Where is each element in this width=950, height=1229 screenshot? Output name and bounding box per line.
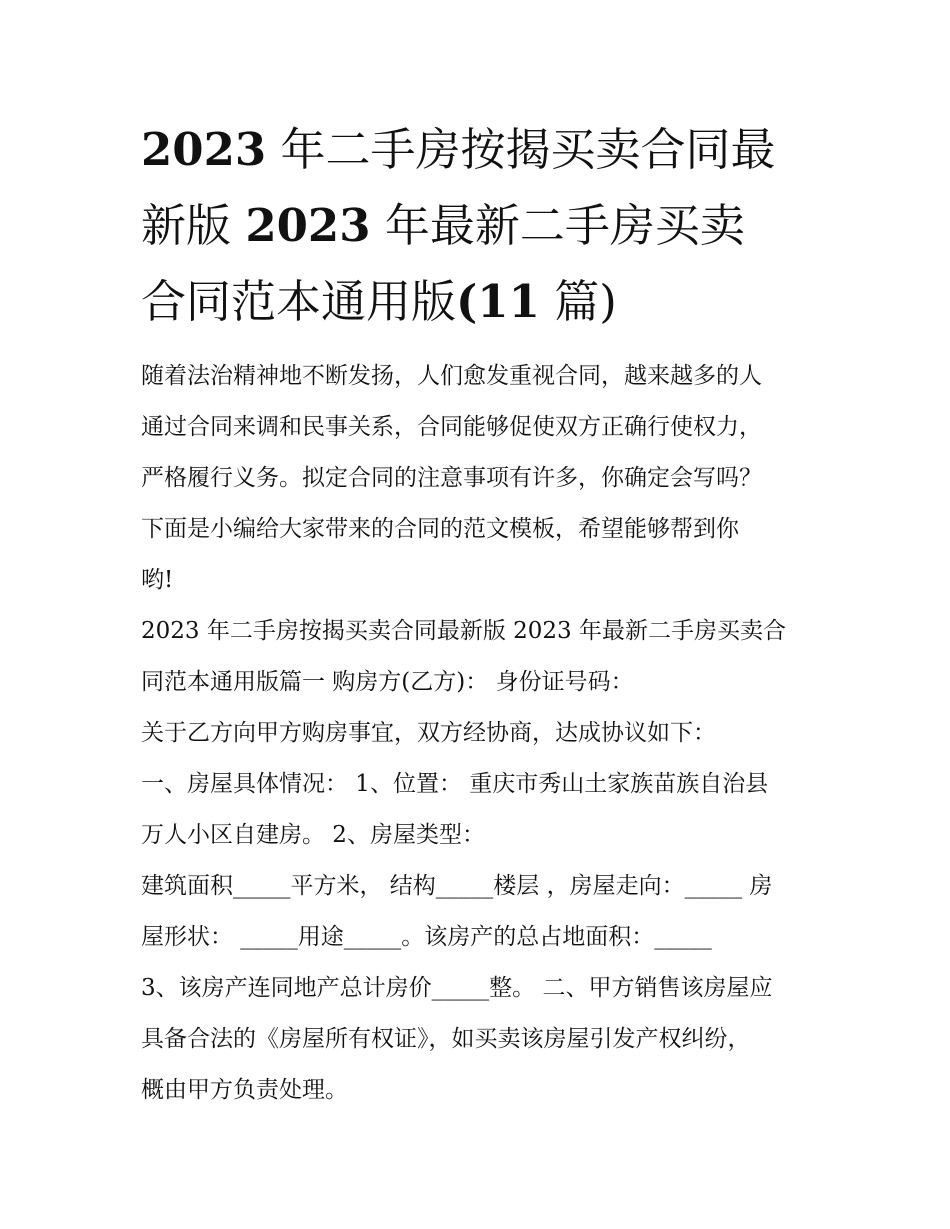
body-line: 同范本通用版篇一 购房方(乙方)： 身份证号码：	[141, 669, 634, 695]
body-line: 概由甲方负责处理。	[141, 1077, 348, 1103]
body-line: 2023 年二手房按揭买卖合同最新版 2023 年最新二手房买卖合	[141, 618, 786, 644]
body-line: 严格履行义务。拟定合同的注意事项有许多，你确定会写吗？	[141, 465, 762, 491]
body-line: 随着法治精神地不断发扬，人们愈发重视合同，越来越多的人	[141, 363, 762, 389]
body-line: 屋形状： _____用途_____。该房产的总占地面积：_____	[141, 924, 712, 950]
body-line: 建筑面积_____平方米， 结构_____楼层 ，房屋走向：_____ 房	[141, 873, 773, 899]
body-line: 关于乙方向甲方购房事宜，双方经协商，达成协议如下：	[141, 720, 716, 746]
body-line: 通过合同来调和民事关系，合同能够促使双方正确行使权力，	[141, 414, 762, 440]
body-line: 万人小区自建房。 2、房屋类型：	[141, 822, 485, 848]
title-year: 2023	[245, 199, 371, 252]
document-title	[141, 112, 816, 340]
body-line: 3、该房产连同地产总计房价_____整。 二、甲方销售该房屋应	[141, 975, 773, 1001]
document-body	[141, 351, 816, 1116]
title-text: 篇)	[539, 275, 617, 328]
title-count: (11	[456, 275, 540, 328]
title-text: 年二手房按揭买卖合同最	[266, 123, 776, 176]
title-line	[141, 264, 816, 340]
title-line	[141, 112, 816, 188]
body-line: 下面是小编给大家带来的合同的范文模板，希望能够帮到你	[141, 516, 739, 542]
title-line	[141, 188, 816, 264]
title-text: 合同范本通用版	[141, 275, 457, 328]
body-line: 哟!	[141, 567, 174, 593]
title-text: 新版	[141, 199, 246, 252]
title-year: 2023	[141, 123, 267, 176]
body-line: 一、房屋具体情况： 1、位置： 重庆市秀山土家族苗族自治县	[141, 771, 769, 797]
title-text: 年最新二手房买卖	[370, 199, 745, 252]
body-line: 具备合法的《房屋所有权证》，如买卖该房屋引发产权纠纷，	[141, 1026, 751, 1052]
document-page	[141, 112, 816, 1116]
